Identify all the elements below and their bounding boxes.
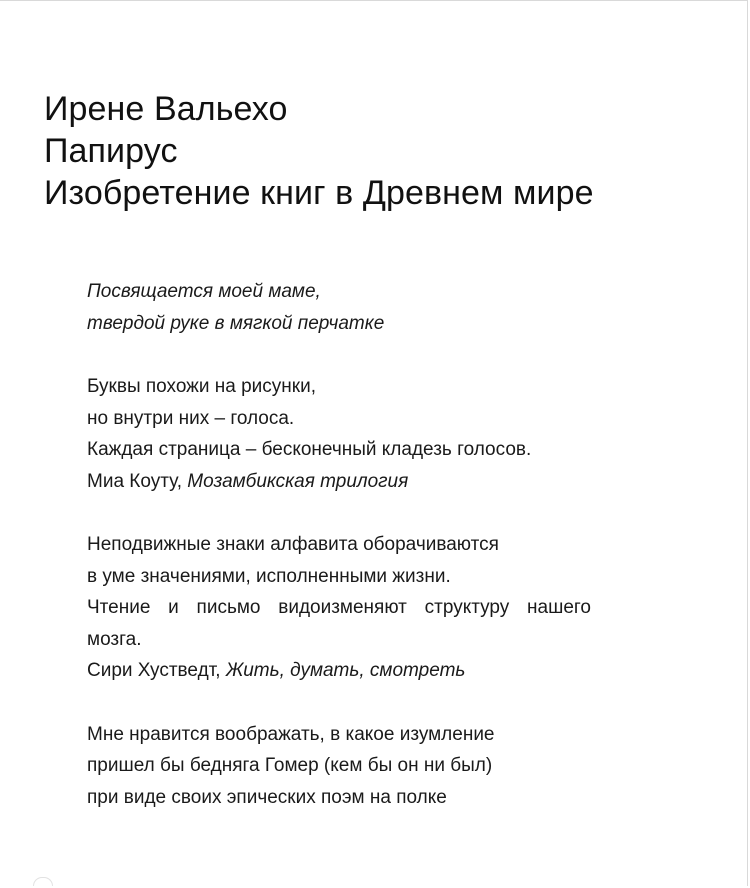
epigraph-line: в уме значениями, исполненными жизни. — [87, 565, 451, 587]
dedication — [87, 276, 707, 339]
dedication-line: Посвящается моей маме, — [87, 281, 321, 302]
page-corner-decoration — [33, 877, 53, 886]
book-author: Ирене Вальехо — [44, 90, 288, 128]
epigraph-source: Жить, думать, смотреть — [225, 660, 466, 681]
epigraph-koutu — [87, 371, 707, 497]
epigraph-line: Неподвижные знаки алфавита оборачиваются — [87, 534, 499, 555]
epigraph-source: Мозамбикская трилогия — [187, 470, 409, 492]
paragraph-line: Мне нравится воображать, в какое изумление — [87, 723, 495, 745]
epigraph-line: мозга. — [87, 628, 142, 650]
book-subtitle: Изобретение книг в Древнем мире — [44, 174, 594, 212]
paragraph-line: пришел бы бедняга Гомер (кем бы он ни был) — [87, 755, 493, 776]
epigraph-hustvedt — [87, 529, 707, 687]
title-block — [44, 88, 724, 214]
epigraph-attribution — [87, 655, 707, 687]
epigraph-line: Каждая страница – бесконечный кладезь голосов. — [87, 439, 532, 460]
epigraph-line: Чтение и письмо видоизменяют структуру нашего — [87, 597, 591, 618]
epigraph-attribution — [87, 466, 707, 498]
paragraph-line: при виде своих эпических поэм на полке — [87, 786, 447, 808]
body-text — [87, 276, 707, 845]
epigraph-author: Сири Хустведт, — [87, 660, 221, 681]
epigraph-line: Буквы похожи на рисунки, — [87, 376, 316, 397]
epigraph-line: но внутри них – голоса. — [87, 407, 295, 429]
opening-paragraph — [87, 719, 707, 814]
book-title: Папирус — [44, 132, 178, 170]
dedication-line: твердой руке в мягкой перчатке — [87, 312, 385, 334]
epigraph-author: Миа Коуту, — [87, 470, 182, 492]
